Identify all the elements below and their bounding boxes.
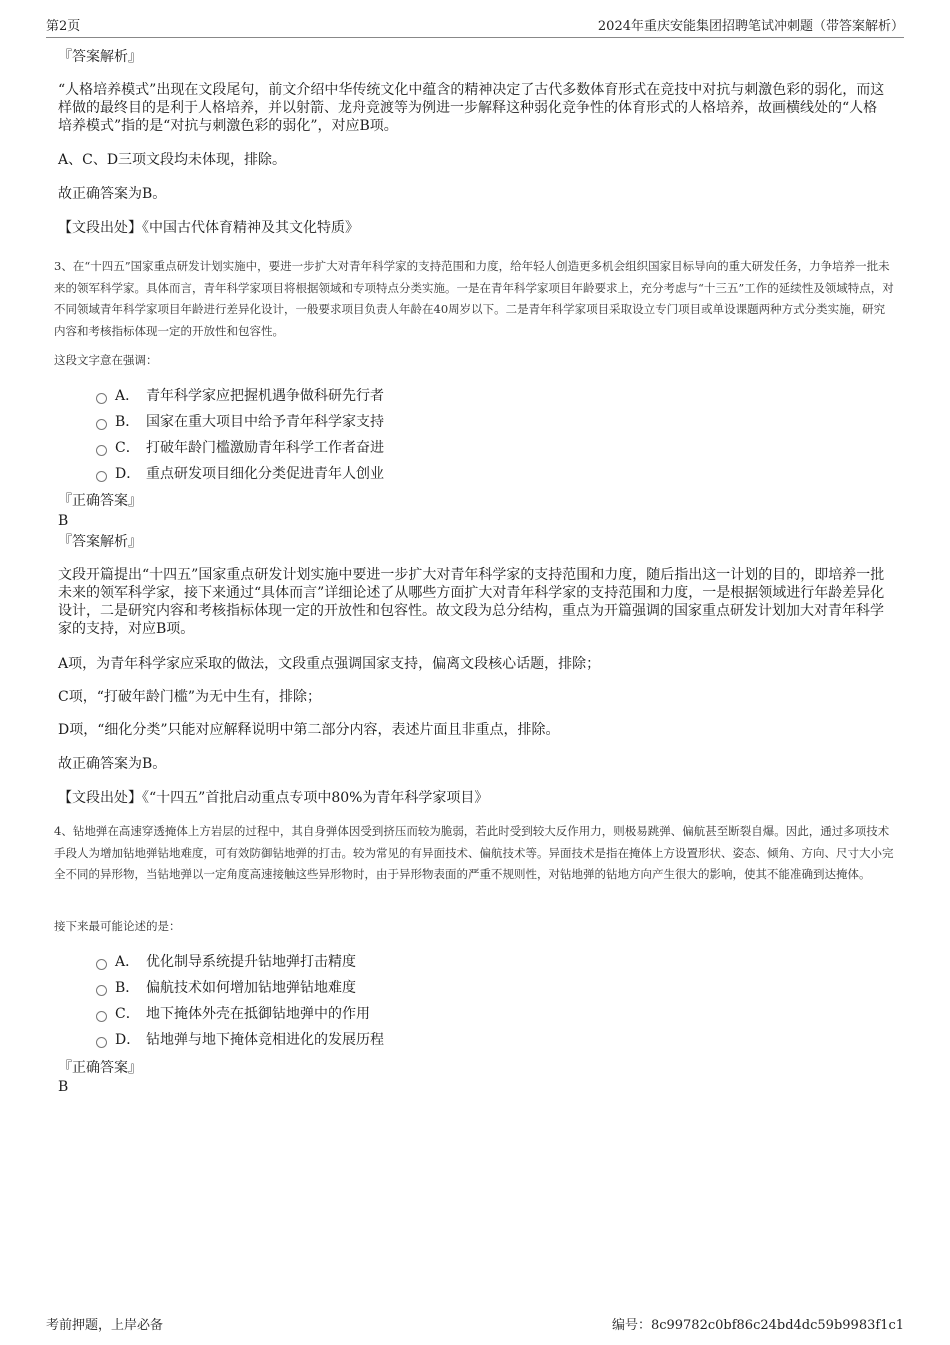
conclusion: 故正确答案为B。 (58, 186, 167, 202)
option-c[interactable]: C． 打破年龄门槛激励青年科学工作者奋进 (96, 439, 384, 457)
option-d[interactable]: D． 钻地弹与地下掩体竞相进化的发展历程 (96, 1031, 384, 1049)
question-prompt: 接下来最可能论述的是： (54, 919, 181, 933)
answer-value: B (58, 513, 69, 529)
analysis-option-a: A项，为青年科学家应采取的做法，文段重点强调国家支持，偏离文段核心话题，排除； (58, 656, 601, 672)
option-b[interactable]: B． 偏航技术如何增加钻地弹钻地难度 (96, 979, 356, 997)
footer-slogan: 考前押题，上岸必备 (46, 1318, 164, 1333)
analysis-text: 文段开篇提出“十四五”国家重点研发计划实施中要进一步扩大对青年科学家的支持范围和力度，随后指出这一计划的目的，即培养一批未来的领军科学家，接下来通过“具体而言”详细论述了从哪些方面扩大对青年科学家的支持范围和力度，一是根据领域进行年龄差异化设计，二是研究内容和考核指标体现一定的开放性和包容性。故文段为总分结构，重点为开篇强调的国家重点研发计划加大对青年科学家的支持，对应B项。 (58, 567, 885, 637)
answer-label: 『正确答案』 (58, 493, 142, 509)
radio-icon[interactable] (96, 419, 107, 430)
option-a[interactable]: A． 优化制导系统提升钻地弹打击精度 (96, 953, 356, 971)
option-c[interactable]: C． 地下掩体外壳在抵御钻地弹中的作用 (96, 1005, 370, 1023)
analysis-label: 『答案解析』 (58, 49, 142, 65)
document-id: 编号：8c99782c0bf86c24bd4dc59b9983f1c1 (611, 1318, 904, 1333)
analysis-label: 『答案解析』 (58, 534, 142, 550)
source: 【文段出处】《“十四五”首批启动重点专项中80%为青年科学家项目》 (58, 790, 489, 806)
option-b[interactable]: B． 国家在重大项目中给予青年科学家支持 (96, 413, 384, 431)
analysis-text: “人格培养模式”出现在文段尾句，前文介绍中华传统文化中蕴含的精神决定了古代多数体育形式在竞技中对抗与刺激色彩的弱化，而这样做的最终目的是利于人格培养，并以射箭、龙舟竞渡等为例进一步解释这种弱化竞争性的体育形式的人格培养，故画横线处的“人格培养模式”指的是“对抗与刺激色彩的弱化”，对应B项。 (58, 82, 885, 134)
answer-value: B (58, 1079, 69, 1095)
document-title: 2024年重庆安能集团招聘笔试冲刺题（带答案解析） (597, 19, 904, 34)
analysis-option-d: D项，“细化分类”只能对应解释说明中第二部分内容，表述片面且非重点，排除。 (58, 722, 560, 738)
exclusion-note: A、C、D三项文段均未体现，排除。 (58, 152, 287, 168)
page-header (46, 15, 904, 38)
page-number: 第2页 (46, 19, 81, 34)
page-footer (46, 1314, 904, 1333)
answer-label: 『正确答案』 (58, 1060, 142, 1076)
question-stem: 3、在“十四五”国家重点研发计划实施中，要进一步扩大对青年科学家的支持范围和力度，给年轻人创造更多机会组织国家目标导向的重大研发任务，力争培养一批未来的领军科学家。具体而言，青年科学家项目将根据领域和专项特点分类实施。一是在青年科学家项目年龄要求上，充分考虑与“十三五”工作的延续性及领域特点，对不同领域青年科学家项目年龄进行差异化设计，一般要求项目负责人年龄在40周岁以下。二是青年科学家项目采取设立专门项目或单设课题两种方式分类实施，研究内容和考核指标体现一定的开放性和包容性。 (54, 259, 894, 338)
analysis-option-c: C项，“打破年龄门槛”为无中生有，排除； (58, 689, 322, 705)
question-stem: 4、钻地弹在高速穿透掩体上方岩层的过程中，其自身弹体因受到挤压而较为脆弱，若此时受到较大反作用力，则极易跳弹、偏航甚至断裂自爆。因此，通过多项技术手段人为增加钻地弹钻地难度，可有效防御钻地弹的打击。较为常见的有异面技术、偏航技术等。异面技术是指在掩体上方设置形状、姿态、倾角、方向、尺寸大小完全不同的异形物，当钻地弹以一定角度高速接触这些异形物时，由于异形物表面的严重不规则性，对钻地弹的钻地方向产生很大的影响，使其不能准确到达掩体。 (54, 824, 894, 881)
radio-icon[interactable] (96, 393, 107, 404)
option-a[interactable]: A． 青年科学家应把握机遇争做科研先行者 (96, 387, 384, 405)
source: 【文段出处】《中国古代体育精神及其文化特质》 (58, 220, 359, 236)
radio-icon[interactable] (96, 985, 107, 996)
conclusion: 故正确答案为B。 (58, 756, 167, 772)
radio-icon[interactable] (96, 445, 107, 456)
radio-icon[interactable] (96, 471, 107, 482)
radio-icon[interactable] (96, 1011, 107, 1022)
radio-icon[interactable] (96, 1037, 107, 1048)
option-d[interactable]: D． 重点研发项目细化分类促进青年人创业 (96, 465, 384, 483)
question-prompt: 这段文字意在强调： (54, 353, 158, 367)
radio-icon[interactable] (96, 959, 107, 970)
